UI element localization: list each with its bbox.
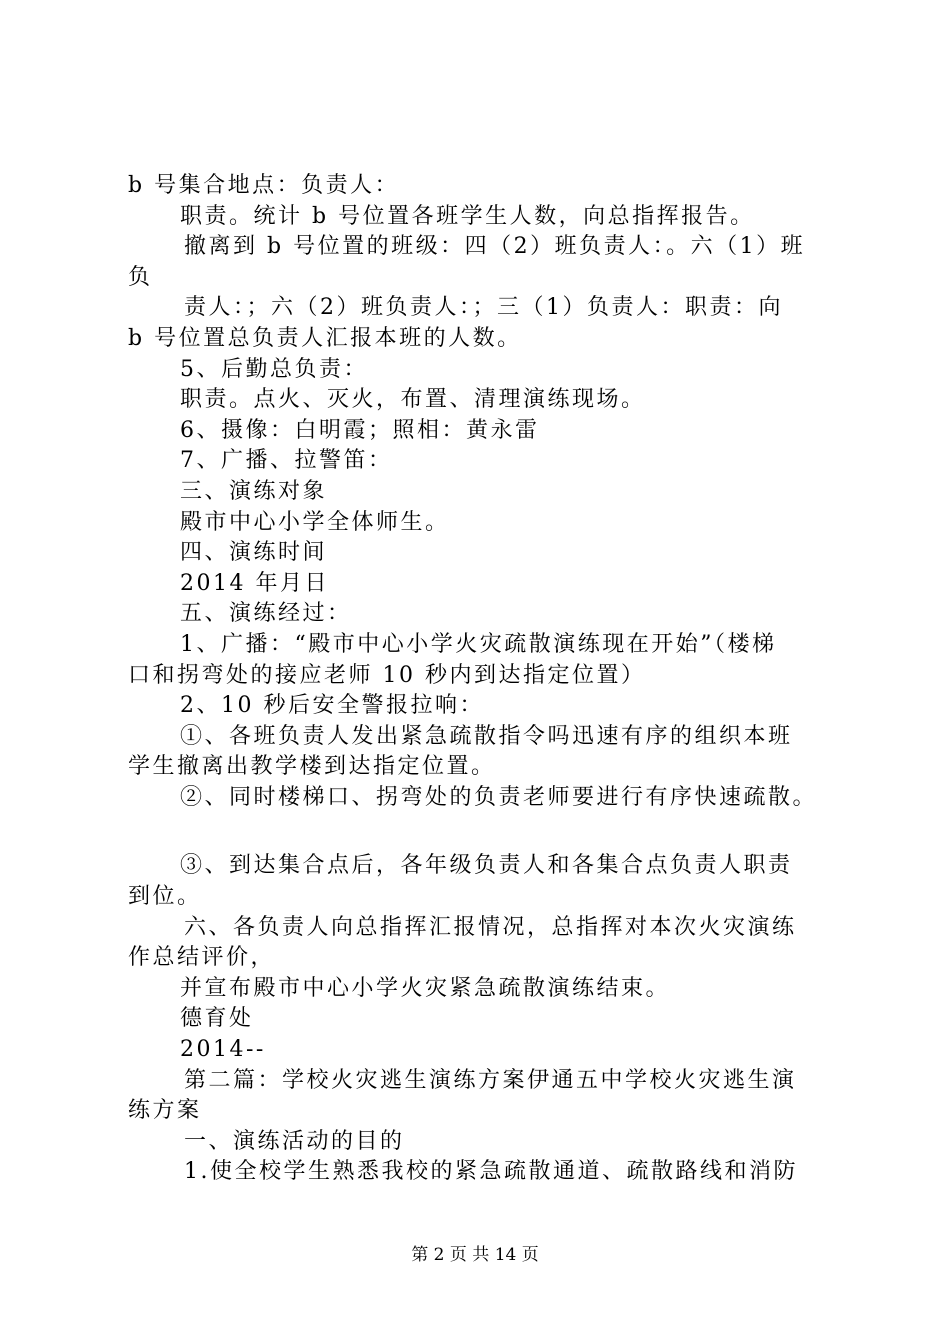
- signature-department: 德育处: [180, 1006, 254, 1032]
- text-line: 学生撤离出教学楼到达指定位置。: [128, 754, 496, 780]
- text-line: ③、到达集合点后，各年级负责人和各集合点负责人职责: [180, 853, 793, 879]
- section-heading: 一、演练活动的目的: [184, 1128, 405, 1154]
- text-line: 7、广播、拉警笛：: [180, 448, 393, 474]
- text-line: 5、后勤总负责：: [180, 356, 368, 382]
- text-line: 并宣布殿市中心小学火灾紧急疏散演练结束。: [180, 975, 671, 1001]
- text-line: 职责。统计 b 号位置各班学生人数，向总指挥报告。: [180, 203, 755, 229]
- text-line: 2、10 秒后安全警报拉响：: [180, 693, 484, 719]
- text-line: ①、各班负责人发出紧急疏散指令吗迅速有序的组织本班: [180, 723, 793, 749]
- text-line: 到位。: [128, 884, 202, 910]
- text-line: b 号位置总负责人汇报本班的人数。: [128, 325, 522, 351]
- section-heading: 五、演练经过：: [180, 601, 352, 627]
- text-line: 口和拐弯处的接应老师 10 秒内到达指定位置）: [128, 662, 646, 688]
- text-line: 1.使全校学生熟悉我校的紧急疏散通道、疏散路线和消防: [184, 1159, 798, 1185]
- signature-date: 2014--: [180, 1037, 266, 1063]
- text-line: ②、同时楼梯口、拐弯处的负责老师要进行有序快速疏散。: [180, 784, 818, 810]
- text-line: 作总结评价，: [128, 945, 276, 971]
- document-body: [128, 171, 848, 1188]
- text-line: 6、摄像：白明霞；照相：黄永雷: [180, 417, 540, 443]
- text-line: 1、广播：“殿市中心小学火灾疏散演练现在开始”（楼梯: [180, 631, 777, 657]
- text-line: 殿市中心小学全体师生。: [180, 509, 450, 535]
- page-footer: [0, 1244, 950, 1266]
- text-line: 责人：；六（2）班负责人：；三（1）负责人：职责：向: [184, 295, 783, 321]
- text-line: 练方案: [128, 1098, 202, 1124]
- page-number: 第 2 页 共 14 页: [411, 1245, 539, 1265]
- section-heading: 四、演练时间: [180, 540, 328, 566]
- text-line: b 号集合地点：负责人：: [128, 173, 400, 198]
- text-line: 职责。点火、灭火，布置、清理演练现场。: [180, 387, 646, 413]
- section-heading: 六、各负责人向总指挥汇报情况，总指挥对本次火灾演练: [184, 914, 797, 940]
- text-line: 撤离到 b 号位置的班级：四（2）班负责人：。六（1）班: [184, 234, 806, 260]
- text-line: 2014 年月日: [180, 570, 329, 596]
- text-line: 负: [128, 264, 153, 290]
- section-heading: 三、演练对象: [180, 478, 328, 504]
- blank-line: [128, 813, 848, 851]
- chapter-heading: 第二篇：学校火灾逃生演练方案伊通五中学校火灾逃生演: [184, 1067, 797, 1093]
